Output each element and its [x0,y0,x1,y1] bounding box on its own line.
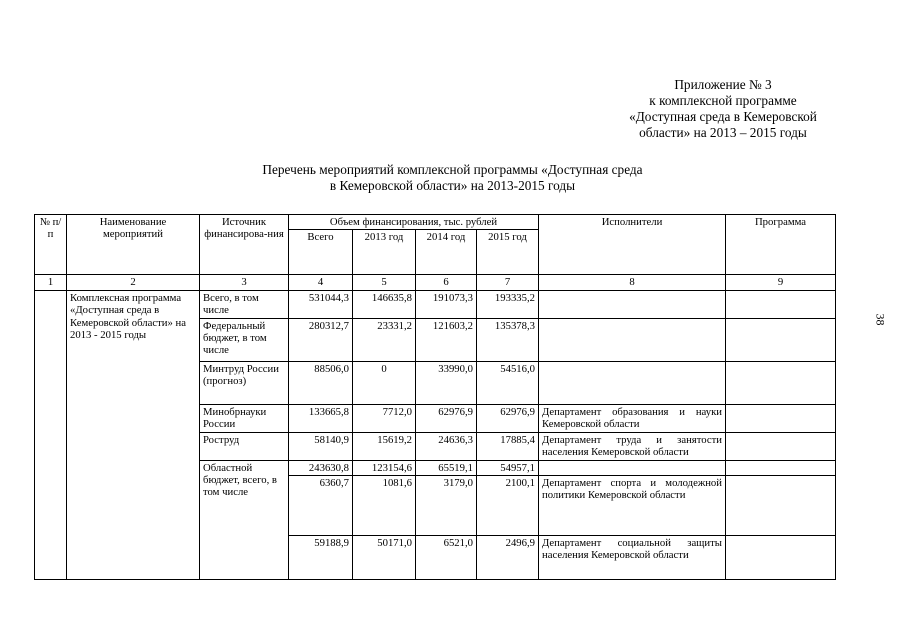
total-cell: 133665,8 [289,404,353,432]
y2014-cell: 6521,0 [416,536,477,580]
source-cell: Всего, в том числе [200,290,289,318]
source-cell [200,536,289,580]
program-cell [726,476,836,536]
total-cell: 531044,3 [289,290,353,318]
program-cell [726,361,836,404]
y2014-cell: 33990,0 [416,361,477,404]
program-cell [726,460,836,475]
y2013-cell: 1081,6 [353,476,416,536]
total-cell: 243630,8 [289,460,353,475]
col-number: 9 [726,275,836,290]
y2015-cell: 54957,1 [477,460,539,475]
col-number: 1 [35,275,67,290]
source-cell: Минтруд России (прогноз) [200,361,289,404]
program-cell [726,432,836,460]
appendix-header [600,77,846,141]
executor-cell: Департамент социальной защиты населения Кемеровской области [539,536,726,580]
y2014-cell: 62976,9 [416,404,477,432]
executor-cell [539,361,726,404]
program-cell [726,404,836,432]
program-name-cell: Комплексная программа «Доступная среда в Кемеровской области» на 2013 - 2015 годы [67,290,200,579]
y2015-cell: 2100,1 [477,476,539,536]
y2013-cell: 23331,2 [353,318,416,361]
title-line: в Кемеровской области» на 2013-2015 годы [329,178,576,193]
y2015-cell: 17885,4 [477,432,539,460]
measures-table [34,214,836,580]
y2014-cell: 3179,0 [416,476,477,536]
executor-cell: Департамент спорта и молодежной политики Кемеровской области [539,476,726,536]
source-cell: Роструд [200,432,289,460]
col-number: 5 [353,275,416,290]
y2015-cell: 54516,0 [477,361,539,404]
y2013-cell: 0 [353,361,416,404]
source-cell: Федеральный бюджет, в том числе [200,318,289,361]
header-name: Наименование мероприятий [67,215,200,275]
header-program: Программа [726,215,836,275]
executor-cell: Департамент труда и занятости населения Кемеровской области [539,432,726,460]
row-num-cell [35,290,67,579]
header-total: Всего [289,230,353,275]
y2015-cell: 62976,9 [477,404,539,432]
executor-cell: Департамент образования и науки Кемеровской области [539,404,726,432]
total-cell: 6360,7 [289,476,353,536]
page-number: 38 [873,313,888,326]
program-cell [726,290,836,318]
appendix-line: области» на 2013 – 2015 годы [639,125,807,140]
header-2014: 2014 год [416,230,477,275]
header-funding: Объем финансирования, тыс. рублей [289,215,539,230]
source-cell: Областной бюджет, всего, в том числе [200,460,289,535]
col-number: 4 [289,275,353,290]
appendix-line: «Доступная среда в Кемеровской [629,109,817,124]
header-2015: 2015 год [477,230,539,275]
col-number: 2 [67,275,200,290]
total-cell: 59188,9 [289,536,353,580]
col-number: 3 [200,275,289,290]
total-cell: 88506,0 [289,361,353,404]
y2013-cell: 123154,6 [353,460,416,475]
executor-cell [539,460,726,475]
appendix-line: Приложение № 3 [674,77,772,92]
title-line: Перечень мероприятий комплексной программы «Доступная среда [262,162,643,177]
y2014-cell: 191073,3 [416,290,477,318]
col-number: 7 [477,275,539,290]
y2015-cell: 135378,3 [477,318,539,361]
header-executors: Исполнители [539,215,726,275]
y2014-cell: 65519,1 [416,460,477,475]
total-cell: 58140,9 [289,432,353,460]
y2015-cell: 2496,9 [477,536,539,580]
program-cell [726,318,836,361]
document-title [200,162,705,194]
y2014-cell: 24636,3 [416,432,477,460]
y2013-cell: 50171,0 [353,536,416,580]
y2014-cell: 121603,2 [416,318,477,361]
y2015-cell: 193335,2 [477,290,539,318]
y2013-cell: 15619,2 [353,432,416,460]
header-source: Источник финансирова-ния [200,215,289,275]
y2013-cell: 7712,0 [353,404,416,432]
source-cell: Минобрнауки России [200,404,289,432]
program-cell [726,536,836,580]
appendix-line: к комплексной программе [649,93,797,108]
total-cell: 280312,7 [289,318,353,361]
header-2013: 2013 год [353,230,416,275]
y2013-cell: 146635,8 [353,290,416,318]
executor-cell [539,318,726,361]
col-number: 6 [416,275,477,290]
executor-cell [539,290,726,318]
header-num: № п/п [35,215,67,275]
col-number: 8 [539,275,726,290]
table-row [35,290,836,318]
